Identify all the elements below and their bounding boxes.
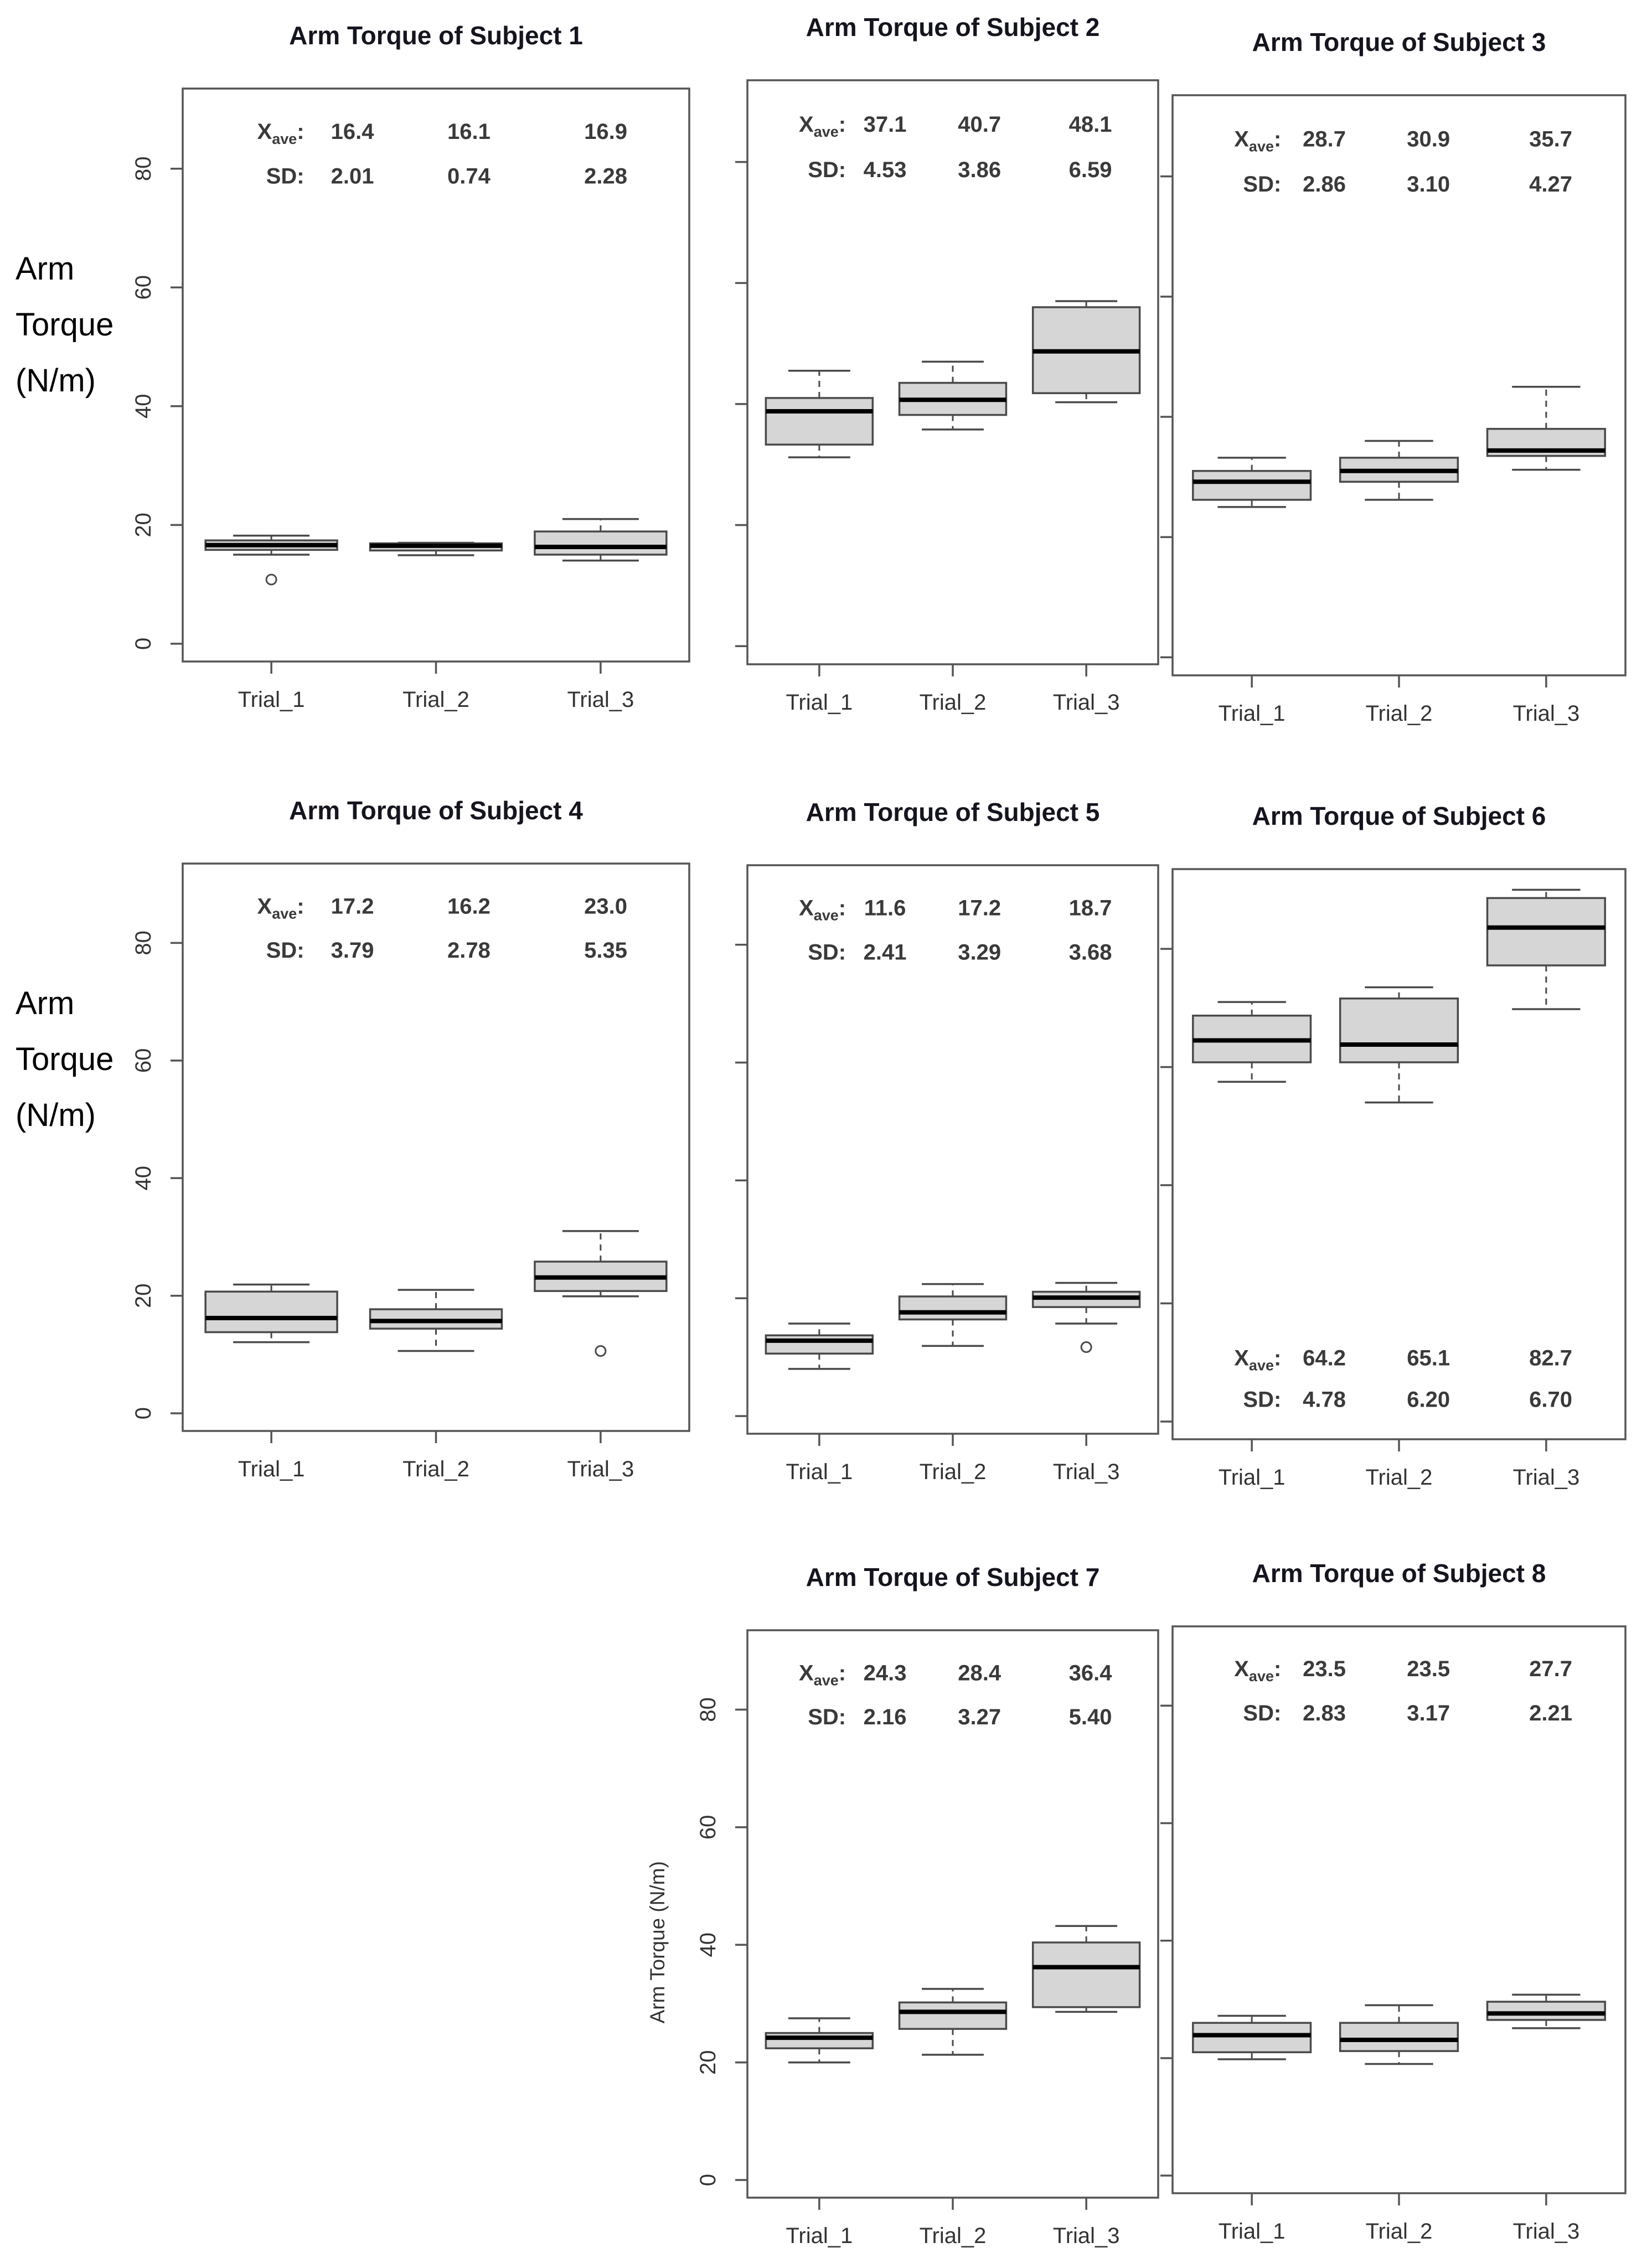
stats-mean-value: 24.3 xyxy=(863,1661,907,1686)
row1-axis-label-line3: (N/m) xyxy=(16,363,96,399)
stats-mean-value: 18.7 xyxy=(1068,896,1112,921)
x-tick-label: Trial_2 xyxy=(1365,2219,1433,2244)
stats-mean-label: $X_{ave}$: xyxy=(799,896,846,924)
chart-title: Arm Torque of Subject 5 xyxy=(806,798,1100,826)
box-trial_2 xyxy=(900,1284,1006,1346)
stats-mean-value: 11.6 xyxy=(864,896,906,921)
x-tick-label: Trial_1 xyxy=(238,688,305,712)
x-tick-label: Trial_2 xyxy=(402,1457,469,1481)
box-trial_2 xyxy=(1340,987,1458,1102)
box-trial_3 xyxy=(1488,1994,1605,2028)
chart-title: Arm Torque of Subject 2 xyxy=(806,13,1100,42)
box-trial_1 xyxy=(1193,458,1311,507)
y-tick-label: 60 xyxy=(696,1815,720,1840)
x-tick-label: Trial_3 xyxy=(567,1457,634,1481)
box-trial_2 xyxy=(1340,441,1458,499)
stats-sd-value: 6.20 xyxy=(1407,1387,1450,1412)
stats-sd-label: SD: xyxy=(266,938,304,963)
y-tick-label: 40 xyxy=(131,1166,156,1191)
y-tick-label: 0 xyxy=(131,637,156,650)
chart-title: Arm Torque of Subject 4 xyxy=(289,796,583,825)
stats-sd-value: 5.40 xyxy=(1068,1704,1112,1729)
outlier-point xyxy=(596,1346,606,1356)
box-trial_1 xyxy=(1193,2016,1311,2060)
stats-mean-value: 82.7 xyxy=(1529,1346,1572,1371)
stats-sd-value: 5.35 xyxy=(584,938,627,963)
stats-mean-label: $X_{ave}$: xyxy=(799,1661,846,1689)
box-trial_2 xyxy=(370,1290,502,1351)
x-tick-label: Trial_2 xyxy=(919,690,987,715)
stats-mean-value: 48.1 xyxy=(1068,112,1112,137)
stats-sd-value: 2.83 xyxy=(1303,1701,1346,1725)
stats-sd-value: 3.17 xyxy=(1407,1701,1450,1725)
stats-mean-value: 65.1 xyxy=(1407,1346,1450,1371)
y-tick-label: 40 xyxy=(131,394,156,419)
stats-sd-label: SD: xyxy=(808,940,846,965)
x-tick-label: Trial_3 xyxy=(1052,690,1120,715)
y-tick-label: 80 xyxy=(696,1697,720,1722)
stats-sd-label: SD: xyxy=(1243,1387,1282,1412)
stats-sd-value: 4.27 xyxy=(1529,172,1572,197)
x-tick-label: Trial_1 xyxy=(1218,701,1286,726)
stats-mean-label: $X_{ave}$: xyxy=(799,112,846,140)
x-tick-label: Trial_3 xyxy=(1052,1460,1120,1484)
y-tick-label: 0 xyxy=(131,1407,156,1420)
stats-mean-value: 16.2 xyxy=(447,894,491,919)
stats-mean-value: 64.2 xyxy=(1303,1346,1346,1371)
stats-mean-label: $X_{ave}$: xyxy=(1234,1657,1282,1685)
stats-sd-value: 4.78 xyxy=(1303,1387,1346,1412)
stats-mean-value: 16.1 xyxy=(447,120,491,144)
stats-mean-value: 28.4 xyxy=(958,1661,1001,1686)
y-tick-label: 80 xyxy=(131,931,156,955)
stats-sd-value: 0.74 xyxy=(447,164,491,189)
row2-axis-label-line1: Arm xyxy=(16,985,75,1021)
stats-sd-label: SD: xyxy=(266,164,304,189)
box-trial_1 xyxy=(766,1324,873,1369)
x-tick-label: Trial_2 xyxy=(919,1460,987,1484)
boxplot-subject-6 xyxy=(1054,786,1639,1520)
box-trial_2 xyxy=(900,361,1006,429)
row2-axis-label-line2: Torque xyxy=(16,1041,114,1077)
stats-sd-value: 2.16 xyxy=(863,1704,907,1729)
y-tick-label: 20 xyxy=(131,1283,156,1308)
stats-sd-label: SD: xyxy=(1243,1701,1282,1725)
y-tick-label: 80 xyxy=(131,156,156,182)
x-tick-label: Trial_3 xyxy=(1512,1465,1580,1490)
subject-1-chart-svg xyxy=(64,6,703,742)
stats-mean-value: 17.2 xyxy=(331,894,374,919)
y-tick-label: 40 xyxy=(696,1932,720,1957)
stats-sd-value: 4.53 xyxy=(863,157,907,182)
x-tick-label: Trial_1 xyxy=(786,690,853,715)
stats-mean-value: 40.7 xyxy=(958,112,1001,137)
stats-mean-value: 23.0 xyxy=(584,894,627,919)
x-tick-label: Trial_3 xyxy=(1512,2219,1580,2244)
x-tick-label: Trial_2 xyxy=(1365,1465,1433,1490)
stats-mean-value: 27.7 xyxy=(1529,1657,1572,1682)
y-tick-label: 20 xyxy=(696,2050,720,2075)
subject-4-chart-svg xyxy=(64,781,703,1511)
boxplot-subject-1 xyxy=(64,6,703,742)
stats-mean-value: 23.5 xyxy=(1303,1657,1346,1682)
stats-mean-value: 16.4 xyxy=(331,120,374,144)
x-tick-label: Trial_3 xyxy=(1512,701,1580,726)
box-trial_1 xyxy=(766,371,873,457)
y-tick-label: 0 xyxy=(696,2174,720,2187)
stats-sd-value: 6.70 xyxy=(1529,1387,1572,1412)
stats-mean-label: $X_{ave}$: xyxy=(257,120,304,148)
stats-mean-value: 37.1 xyxy=(863,112,907,137)
chart-title: Arm Torque of Subject 1 xyxy=(289,21,583,50)
row2-axis-label-line3: (N/m) xyxy=(16,1097,96,1133)
chart-title: Arm Torque of Subject 7 xyxy=(806,1563,1100,1591)
x-tick-label: Trial_3 xyxy=(567,688,634,712)
stats-sd-value: 6.59 xyxy=(1068,157,1112,182)
x-tick-label: Trial_3 xyxy=(1052,2224,1120,2248)
stats-sd-value: 3.79 xyxy=(331,938,374,963)
x-tick-label: Trial_1 xyxy=(1218,2219,1286,2244)
stats-mean-value: 36.4 xyxy=(1068,1661,1112,1686)
stats-mean-value: 35.7 xyxy=(1529,127,1572,152)
box-trial_1 xyxy=(766,2018,873,2063)
stats-sd-value: 3.10 xyxy=(1407,172,1450,197)
stats-mean-label: $X_{ave}$: xyxy=(257,894,304,922)
subject-6-chart-svg xyxy=(1054,786,1639,1520)
stats-sd-value: 3.86 xyxy=(958,157,1001,182)
stats-sd-value: 3.27 xyxy=(958,1704,1001,1729)
outlier-point xyxy=(266,575,276,585)
x-tick-label: Trial_1 xyxy=(786,2224,853,2248)
box-trial_2 xyxy=(370,542,502,555)
x-tick-label: Trial_2 xyxy=(919,2224,987,2248)
stats-sd-value: 2.86 xyxy=(1303,172,1346,197)
stats-sd-value: 2.01 xyxy=(331,164,374,189)
chart-title: Arm Torque of Subject 6 xyxy=(1252,802,1546,830)
stats-mean-value: 17.2 xyxy=(958,896,1001,921)
x-tick-label: Trial_1 xyxy=(238,1457,305,1481)
box-trial_1 xyxy=(205,536,337,585)
stats-sd-label: SD: xyxy=(808,157,846,182)
stats-sd-value: 3.29 xyxy=(958,940,1001,965)
y-tick-label: 60 xyxy=(131,275,156,300)
box-trial_3 xyxy=(1488,890,1605,1009)
stats-sd-label: SD: xyxy=(1243,172,1282,197)
box-trial_2 xyxy=(900,1989,1006,2055)
box-trial_1 xyxy=(205,1285,337,1342)
box-trial_2 xyxy=(1340,2005,1458,2064)
stats-sd-value: 2.21 xyxy=(1529,1701,1572,1725)
x-tick-label: Trial_2 xyxy=(402,688,469,712)
y-tick-label: 60 xyxy=(131,1048,156,1073)
stats-sd-value: 2.41 xyxy=(863,940,907,965)
stats-mean-label: $X_{ave}$: xyxy=(1234,1346,1282,1374)
subject-8-chart-svg xyxy=(1054,1543,1639,2253)
y-tick-label: 20 xyxy=(131,513,156,538)
stats-mean-value: 28.7 xyxy=(1303,127,1346,152)
chart-title: Arm Torque of Subject 3 xyxy=(1252,28,1546,56)
row1-axis-label-line2: Torque xyxy=(16,307,114,343)
stats-sd-value: 2.78 xyxy=(447,938,491,963)
stats-sd-value: 2.28 xyxy=(584,164,627,189)
subject-3-chart-svg xyxy=(1054,12,1639,756)
boxplot-subject-8 xyxy=(1054,1543,1639,2253)
x-tick-label: Trial_2 xyxy=(1365,701,1433,726)
x-tick-label: Trial_1 xyxy=(1218,1465,1286,1490)
stats-mean-label: $X_{ave}$: xyxy=(1234,127,1282,155)
x-tick-label: Trial_1 xyxy=(786,1460,853,1484)
stats-sd-value: 3.68 xyxy=(1068,940,1112,965)
stats-mean-value: 23.5 xyxy=(1407,1657,1450,1682)
boxplot-subject-3 xyxy=(1054,12,1639,756)
y-axis-label: Arm Torque (N/m) xyxy=(646,1861,669,2024)
box-trial_3 xyxy=(1488,387,1605,470)
boxplot-subject-4 xyxy=(64,781,703,1511)
box-trial_1 xyxy=(1193,1002,1311,1082)
stats-mean-value: 16.9 xyxy=(584,120,627,144)
row1-axis-label-line1: Arm xyxy=(16,251,75,287)
stats-sd-label: SD: xyxy=(808,1704,846,1729)
chart-title: Arm Torque of Subject 8 xyxy=(1252,1559,1546,1588)
stats-mean-value: 30.9 xyxy=(1407,127,1450,152)
